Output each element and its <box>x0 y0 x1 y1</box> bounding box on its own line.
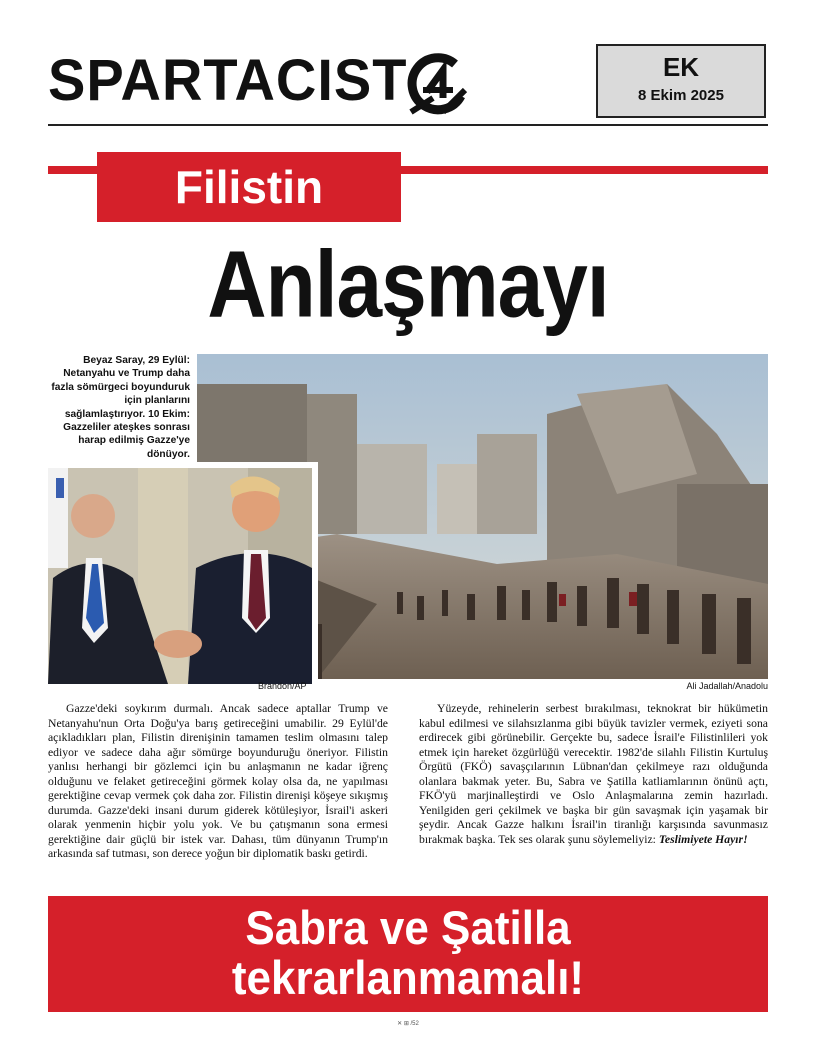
bottom-banner <box>48 896 768 1012</box>
edition-label: EK <box>662 52 700 82</box>
kicker-rule-right <box>400 166 768 174</box>
body-paragraph <box>419 702 768 847</box>
photo-credit-left: Brandon/AP <box>258 681 307 691</box>
photo-caption: Beyaz Saray, 29 Eylül: Netanyahu ve Trump daha fazla sömürgeci boyunduruk için planlarını sağlamlaştırıyor. 10 Ekim: Gazzeliler ateşkes sonrası harap edilmiş Gazze'ye dönüyor. <box>51 355 190 460</box>
masthead-rule <box>48 124 768 126</box>
masthead-title: SPARTACIST <box>48 46 408 113</box>
banner-line-1: Sabra ve Şatilla <box>245 902 571 955</box>
body-column-left <box>48 702 388 862</box>
kicker: Filistin <box>97 152 401 222</box>
photo-credit-right: Ali Jadallah/Anadolu <box>686 681 768 691</box>
netanyahu-trump-image <box>48 468 312 684</box>
edition-box <box>596 44 766 118</box>
union-bug-icon: ✕ ⊞ /52 <box>397 1021 419 1027</box>
banner-line-2: tekrarlanmamalı! <box>231 952 585 1005</box>
body-text: Yüzeyde, rehinelerin serbest bırakılması, teknokrat bir hükümetin kabul edilmesi ve silahsızlanma gibi büyük tavizler vermek, eziyeti sona erdirecek gibi görünebilir. Gerçekte bu, sadece İsrail'e Filistinlileri yok etmek için hareket özgürlüğü verecektir. 1982'de silahlı Filistin Kurtuluş Örgütü (FKÖ) savaşçılarının Lübnan'dan çekilmeye razı olduğunda olanlara bakmak yeter. Bu, Sabra ve Şatilla katliamlarının önünü açtı, FKÖ'yü marjinalleştirdi ve Oslo Anlaşmalarına zemin hazırladı. Yenilgiden geri çekilmek ve başka bir gün savaşmak için yaşamak bir şeydir. Ancak Gazze halkını İsrail'in tiranlığı karşısında savunmasız bırakmak başka. Tek ses olarak şunu söylemeliyiz: <box>419 702 768 846</box>
edition-date: 8 Ekim 2025 <box>638 87 724 104</box>
body-column-right <box>419 702 768 847</box>
masthead <box>48 40 768 130</box>
body-emphasis: Teslimiyete Hayır! <box>658 832 748 846</box>
body-paragraph: Gazze'deki soykırım durmalı. Ancak sadece aptallar Trump ve Netanyahu'nun Orta Doğu'ya barış getireceğini umabilir. 29 Eylül'de açıkladıkları plan, Filistin direnişinin tamamen teslim olmasını talep ediyor ve sadece daha ağır sömürge boyunduruğu öneriyor. Filistin yanlısı herhangi bir gözlemci için bu anlaşmanın ne kadar iğrenç olduğunu ve felaket getireceğini görmek kolay olsa da, ne yapılması gerektiğine cevap vermek çok daha zor. Filistin direnişi köşeye sıkışmış durumda. Gazze'deki insani durum giderek kötüleşiyor, İsrail'i askeri olarak yenmenin hiçbir yolu yok. Ve bu çatışmanın sona ermesi gerektiğine dair güçlü bir istek var. Dahası, tüm dünyanın Trump'ın arkasında saf tutması, son derece yoğun bir diplomatik baskı getirdi. <box>48 702 388 860</box>
spartacist-logo-icon <box>403 50 473 120</box>
kicker-rule-left <box>48 166 98 174</box>
netanyahu-trump-photo <box>48 462 318 684</box>
headline: Anlaşmayı <box>207 232 609 338</box>
